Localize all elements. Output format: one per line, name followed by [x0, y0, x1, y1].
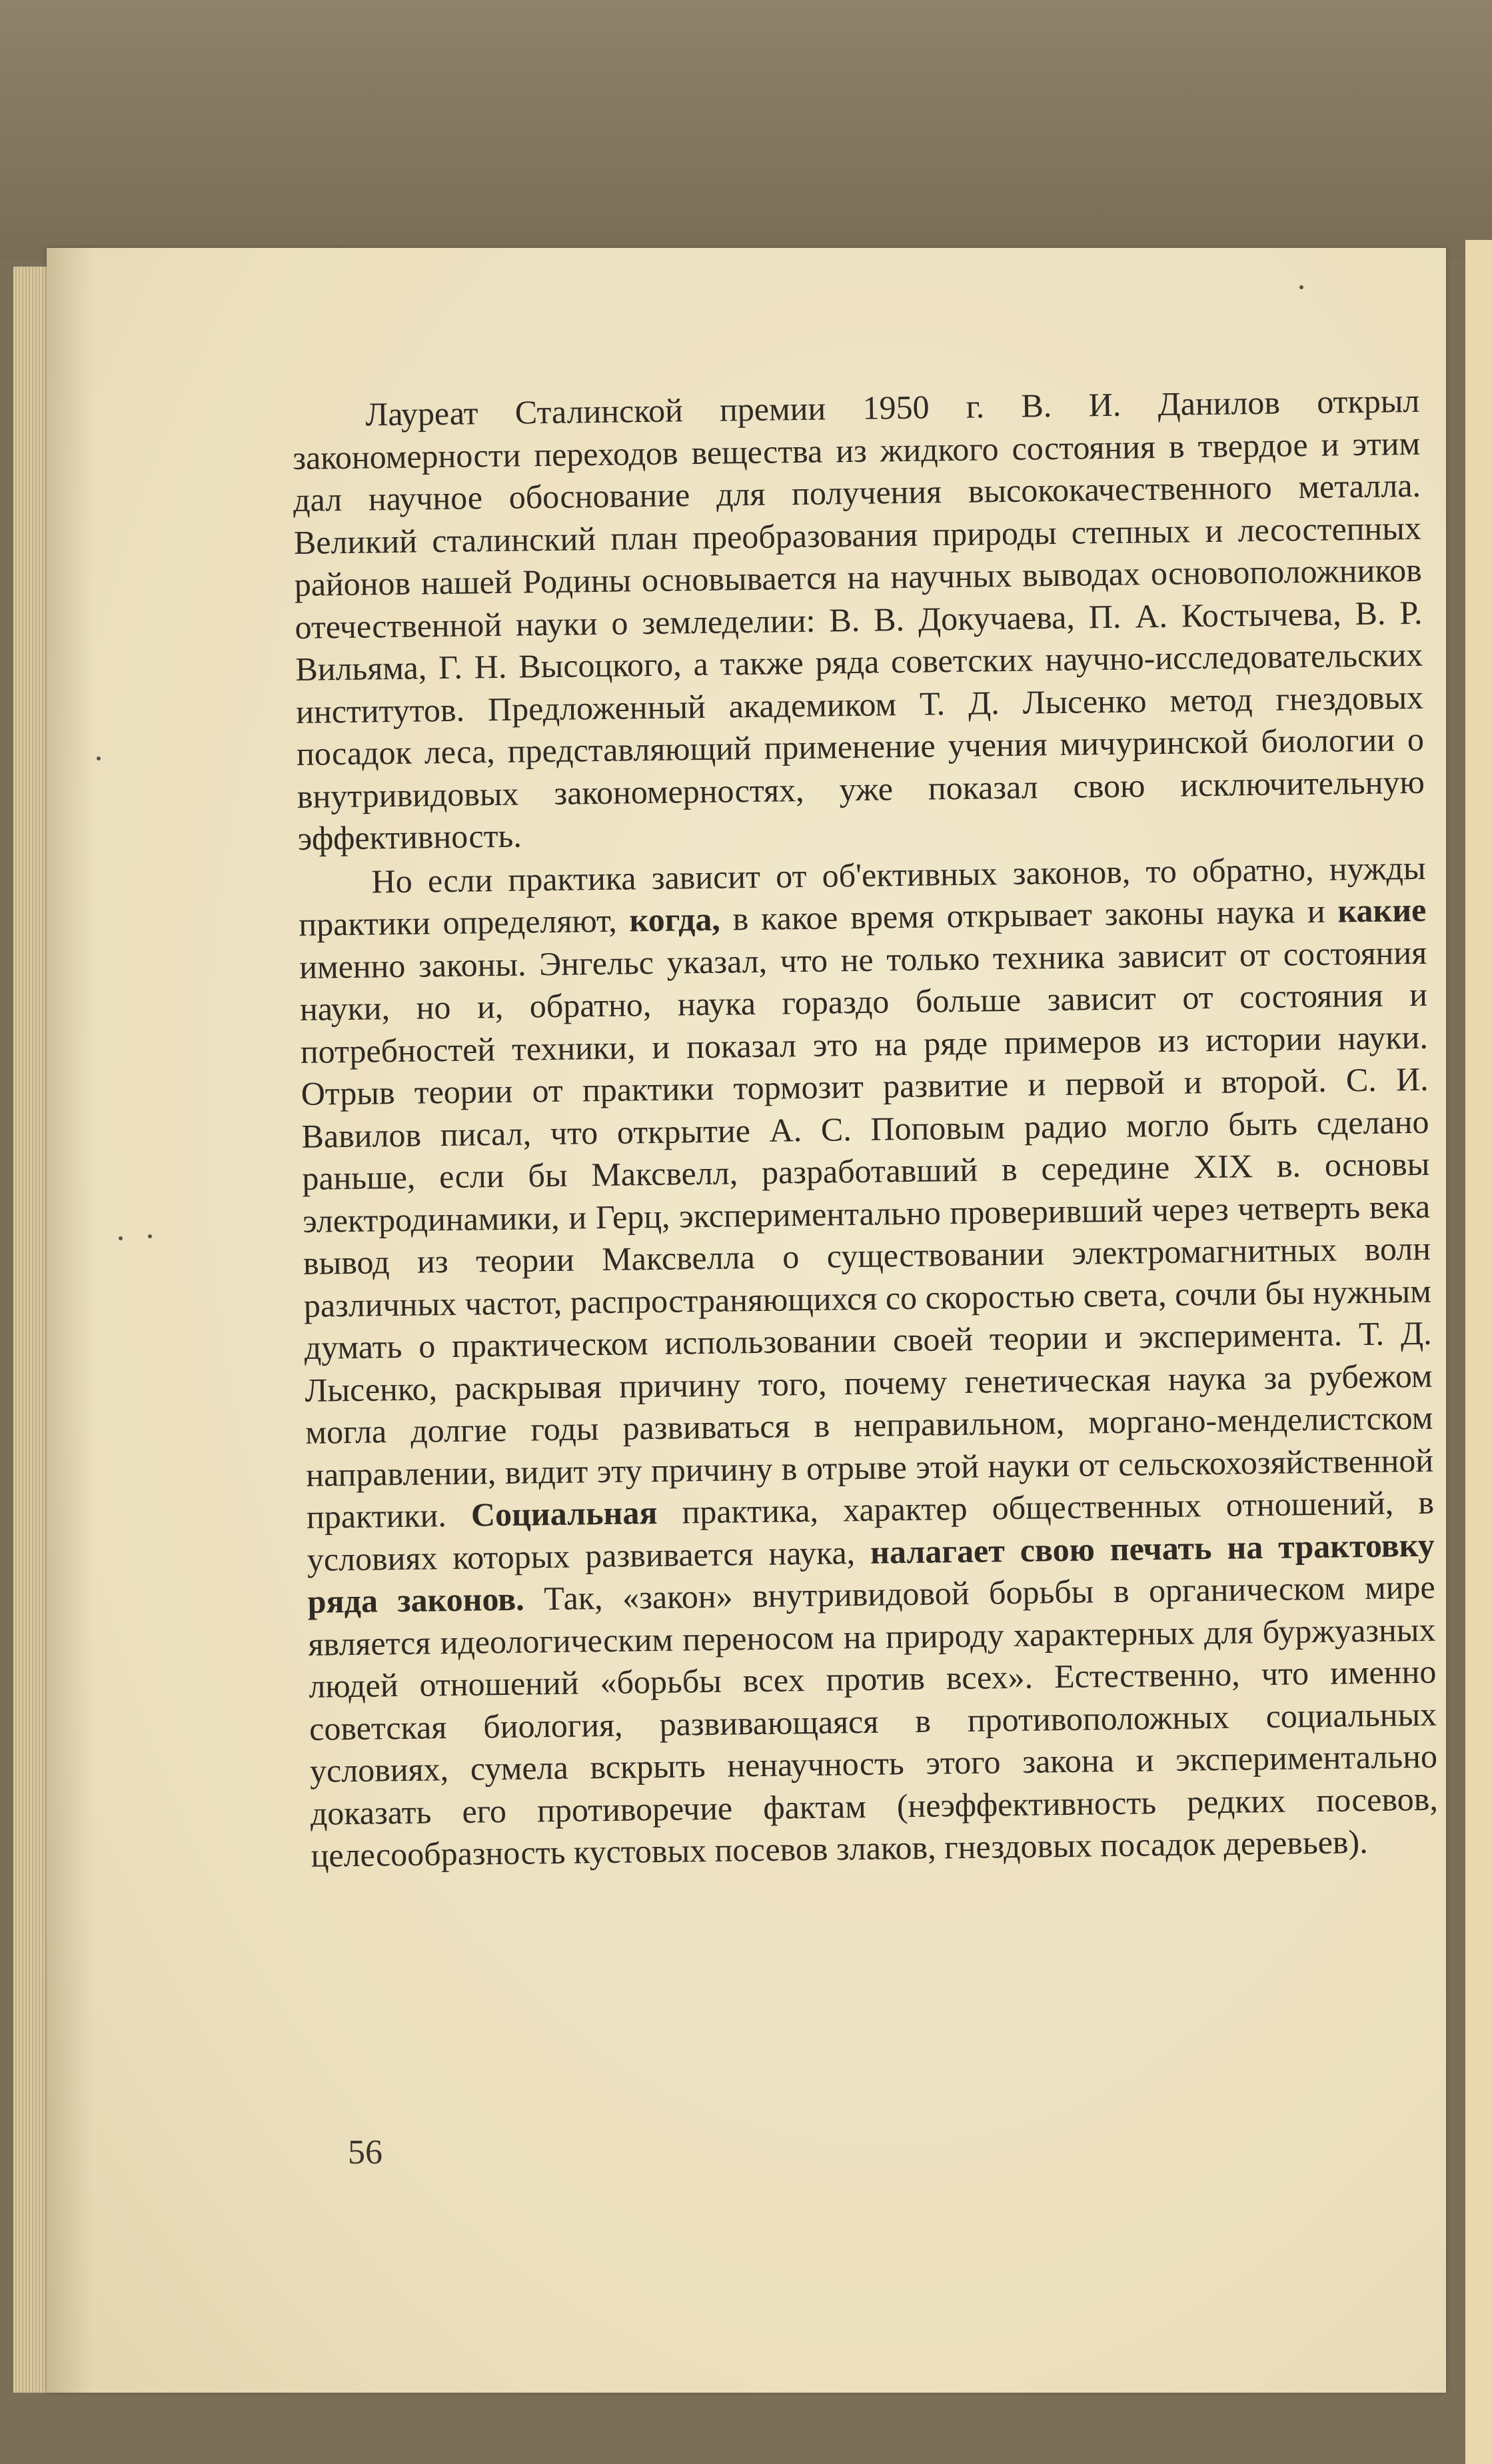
emphasis-imprint: налагает свою печать на трактовку ряда законов. [307, 1526, 1435, 1620]
paragraph-2 [298, 846, 1439, 1877]
paper-speck [119, 1236, 123, 1240]
paragraph-2-segment: именно законы. Энгельс указал, что не только техника зависит от состояния науки, но и, обратно, наука гораздо больше зависит от состояния и потребностей техники, и показал это на ряде примеров из истории науки. Отрыв теории от практики тормозит развитие и первой и второй. С. И. Вавилов писал, что открытие А. С. Поповым радио могло быть сделано раньше, если бы Максвелл, разработавший в середине XIX в. основы электродинамики, и Герц, экспериментально проверивший через четверть века вывод из теории Максвелла о существовании электромагнитных волн различных частот, распространяющихся со скоростью света, сочли бы нужным думать о практическом использовании своей теории и эксперимента. Т. Д. Лысенко, раскрывая причину того, почему генетическая наука за рубежом могла долгие годы развиваться в неправильном, моргано-менделистском направлении, видит эту причину в отрыве этой науки от сельскохозяйственной практики. [299, 933, 1434, 1536]
page-text [292, 380, 1439, 1877]
emphasis-social: Социальная [470, 1493, 658, 1534]
emphasis-which: какие [1337, 890, 1427, 930]
paragraph-2-segment: Но если практика зависит от об'ективных законов, то обратно, нужды практики определяют, [299, 848, 1426, 943]
paragraph-2-segment: практика, характер общественных отношений, в условиях которых развивается наука, [307, 1483, 1435, 1578]
paragraph-2-segment: в какое время открывает законы наука и [720, 892, 1338, 938]
page-gutter-shadow [47, 248, 93, 2393]
page-number: 56 [348, 2133, 382, 2171]
paper-speck [1299, 285, 1303, 289]
adjacent-page-edge [1465, 240, 1492, 2464]
paragraph-1: Лауреат Сталинской премии 1950 г. В. И. Данилов открыл закономерности переходов вещества из жидкого состояния в твердое и этим дал научное обоснование для получения высококачественного металла. Великий сталинский план преобразования природы степных и лесостепных районов нашей Родины основывается на научных выводах основоположников отечественной науки о земледелии: В. В. Докучаева, П. А. Костычева, В. Р. Вильяма, Г. Н. Высоцкого, а также ряда советских научно-исследовательских институтов. Предложенный академиком Т. Д. Лысенко метод гнездовых посадок леса, представляющий применение учения мичуринской биологии о внутривидовых закономерностях, уже показал свою исключительную эффективность. [292, 381, 1425, 857]
emphasis-when: когда, [629, 900, 721, 939]
paper-speck [148, 1234, 152, 1238]
paper-speck [97, 756, 101, 760]
paragraph-2-segment: Так, «закон» внутривидовой борьбы в органическом мире является идеологическим переносом на природу характерных для буржуазных людей отношений «борьбы всех против всех». Естественно, что именно советская биология, развивающаяся в противоположных социальных условиях, сумела вскрыть ненаучность этого закона и экспериментально доказать его противоречие фактам (неэффективность редких посевов, целесообразность кустовых посевов злаков, гнездовых посадок деревьев). [308, 1568, 1439, 1874]
scan-background-top [0, 0, 1492, 260]
